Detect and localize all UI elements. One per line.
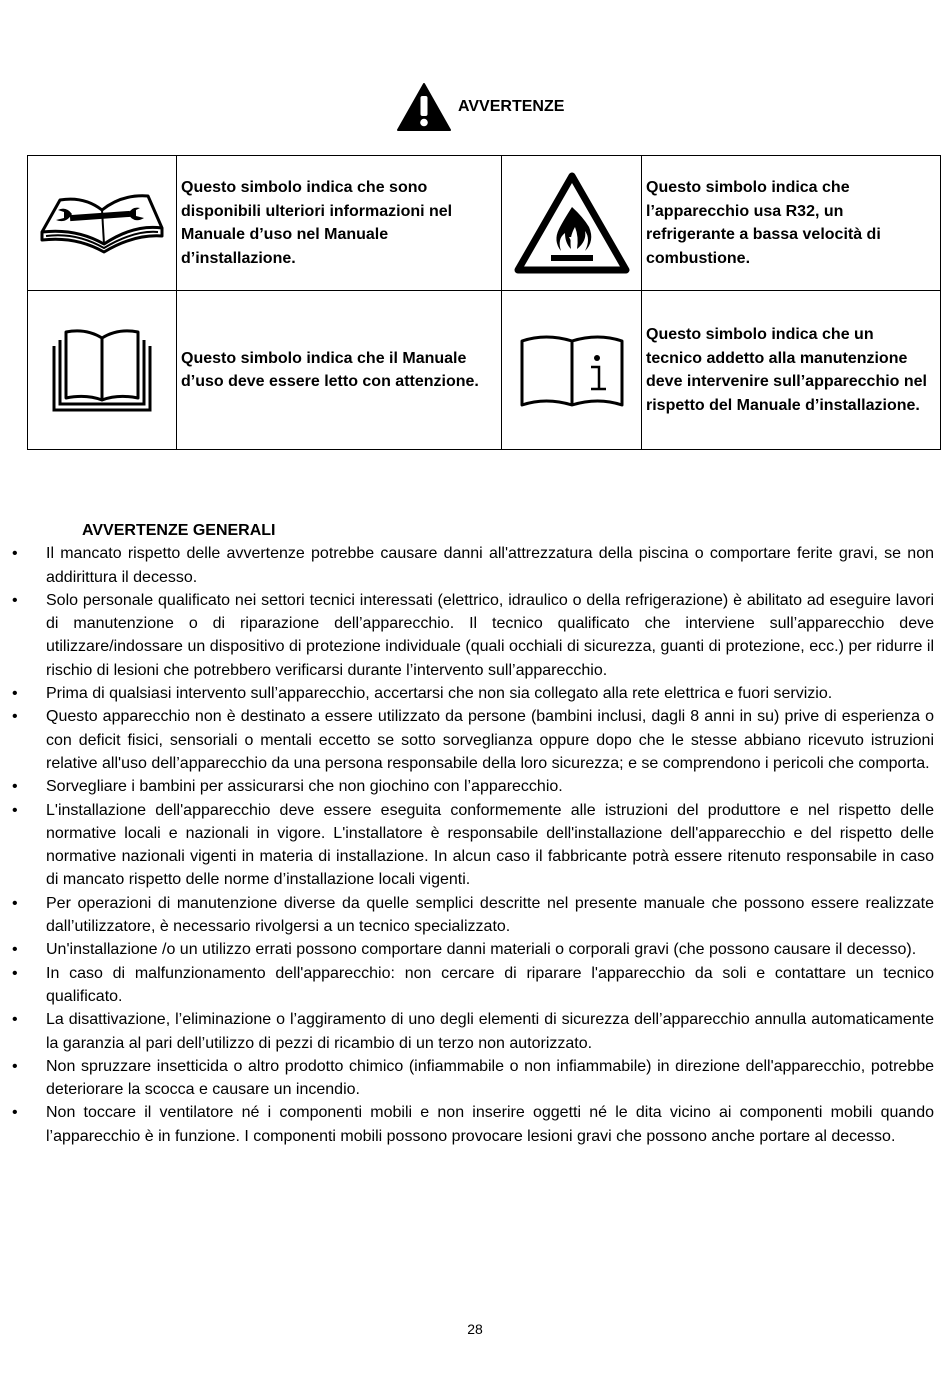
bullet: • <box>12 545 18 563</box>
manual-info-icon <box>520 333 624 407</box>
flammable-warning-icon <box>513 171 631 275</box>
symbol-text-2: Questo simbolo indica che l’apparecchio usa R32, un refrigerante a bassa velocità di combustione. <box>642 156 941 291</box>
symbol-text-3: Questo simbolo indica che il Manuale d’uso deve essere letto con attenzione. <box>177 291 502 450</box>
symbol-cell-4-icon <box>502 291 642 450</box>
list-item <box>0 1101 950 1148</box>
list-item-text: Prima di qualsiasi intervento sull’apparecchio, accertarsi che non sia collegato alla rete elettrica e fuori servizio. <box>46 685 833 703</box>
general-warnings <box>0 519 950 1148</box>
list-item-text: In caso di malfunzionamento dell'apparecchio: non cercare di riparare l'apparecchio da soli e contattare un tecnico qualificato. <box>46 964 934 1005</box>
open-manual-icon <box>52 328 152 412</box>
bullet: • <box>12 778 18 796</box>
list-item <box>0 705 950 775</box>
list-item-text: L'installazione dell'apparecchio deve essere eseguita conformemente alle istruzioni del produttore e nel rispetto delle normative locali e nazionali in vigore. L'installatore è responsabile dell'installazione dell'apparecchio e del rispetto delle normative nazionali vigenti in materia di installazione. In alcun caso il fabbricante potrà essere ritenuto responsabile in caso di mancato rispetto delle norme d’installazione locali vigenti. <box>46 801 934 889</box>
list-item-text: Il mancato rispetto delle avvertenze potrebbe causare danni all'attrezzatura della piscina o comportare ferite gravi, se non addirittura il decesso. <box>46 545 934 586</box>
general-warnings-heading: AVVERTENZE GENERALI <box>82 522 276 539</box>
list-item <box>0 775 950 798</box>
list-item-text: Non spruzzare insetticida o altro prodotto chimico (infiammabile o non infiammabile) in direzione dell'apparecchio, potrebbe deteriorare la scocca e causare un incendio. <box>46 1057 934 1099</box>
warning-triangle-icon <box>396 82 452 132</box>
bullet: • <box>12 708 18 726</box>
list-item <box>0 1055 950 1102</box>
symbols-table <box>27 155 941 450</box>
list-item-text: Questo apparecchio non è destinato a essere utilizzato da persone (bambini inclusi, dagli 8 anni in su) prive di esperienza o con deficit fisici, sensoriali o mentali eccetto se sotto sorveglianza oppure dopo che le stesse abbiano ricevuto istruzioni relative all'uso dell’apparecchio da una persona responsabile della loro sicurezza; e se comprendono i pericoli che comporta. <box>46 708 934 772</box>
bullet: • <box>12 1104 18 1122</box>
bullet: • <box>12 801 18 819</box>
list-item <box>0 542 950 589</box>
list-item-text: La disattivazione, l’eliminazione o l’aggiramento di uno degli elementi di sicurezza dell’apparecchio annulla automaticamente la garanzia al pari dell’utilizzo di pezzi di ricambio di un terzo non autorizzato. <box>46 1011 934 1052</box>
symbol-cell-3-icon <box>28 291 177 450</box>
warnings-list <box>0 542 950 1148</box>
symbol-cell-1-icon <box>28 156 177 291</box>
bullet: • <box>12 941 18 959</box>
bullet: • <box>12 1011 18 1029</box>
list-item <box>0 938 950 961</box>
book-wrench-icon <box>36 188 168 258</box>
symbol-text-1: Questo simbolo indica che sono disponibili ulteriori informazioni nel Manuale d’uso nel Manuale d’installazione. <box>177 156 502 291</box>
list-item <box>0 892 950 939</box>
list-item <box>0 682 950 705</box>
bullet: • <box>12 894 18 912</box>
list-item-text: Per operazioni di manutenzione diverse da quelle semplici descritte nel presente manuale che possono essere realizzate dall’utilizzatore, è necessario rivolgersi a un tecnico specializzato. <box>46 894 934 936</box>
list-item-text: Solo personale qualificato nei settori tecnici interessati (elettrico, idraulico o della refrigerazione) è abilitato ad eseguire lavori di manutenzione o di riparazione dell’apparecchio. Il tecnico qualificato che interviene sull’apparecchio deve utilizzare/indossare un dispositivo di protezione individuale (quali occhiali di sicurezza, guanti di protezione, ecc.) per ridurre il rischio di lesioni che potrebbero verificarsi durante l’intervento sull’apparecchio. <box>46 591 934 679</box>
list-item <box>0 589 950 682</box>
list-item-text: Non toccare il ventilatore né i componenti mobili e non inserire oggetti né le dita vicino ai componenti mobili quando l’apparecchio è in funzione. I componenti mobili possono provocare lesioni gravi che possono anche portare al decesso. <box>46 1104 934 1145</box>
bullet: • <box>12 685 18 703</box>
header-title: AVVERTENZE <box>458 98 565 115</box>
bullet: • <box>12 964 18 982</box>
list-item-text: Un'installazione /o un utilizzo errati possono comportare danni materiali o corporali gravi (che possono causare il decesso). <box>46 941 917 959</box>
warning-header <box>396 82 564 132</box>
symbol-cell-2-icon <box>502 156 642 291</box>
page-number: 28 <box>467 1321 483 1337</box>
list-item <box>0 799 950 892</box>
bullet: • <box>12 591 18 609</box>
list-item-text: Sorvegliare i bambini per assicurarsi che non giochino con l’apparecchio. <box>46 778 563 796</box>
bullet: • <box>12 1057 18 1075</box>
list-item <box>0 962 950 1009</box>
symbol-text-4: Questo simbolo indica che un tecnico addetto alla manutenzione deve intervenire sull’apparecchio nel rispetto del Manuale d’installazione. <box>642 291 941 450</box>
list-item <box>0 1008 950 1055</box>
